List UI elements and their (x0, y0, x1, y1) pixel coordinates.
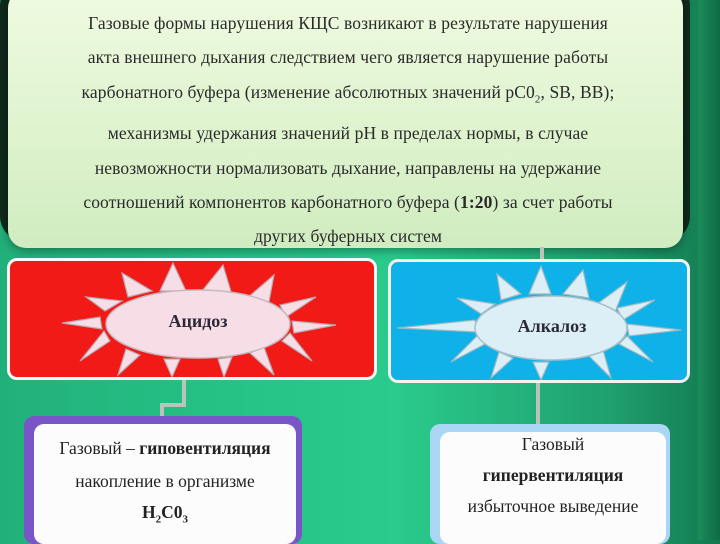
banner-line-4: механизмы удержания значений рН в пределах нормы, в случае (107, 123, 589, 144)
banner-line-6: соотношений компонентов карбонатного буфера (1:20) за счет работы (83, 191, 613, 212)
acidosis-card-line-2: накопление в организме (75, 471, 255, 491)
acidosis-label: Ацидоз (168, 311, 228, 331)
acidosis-card-line-1: Газовый – гиповентиляция (59, 438, 271, 458)
alkalosis-card-line-2: гипервентиляция (482, 465, 624, 485)
alkalosis-connector-vertical (536, 377, 540, 425)
alkalosis-label: Алкалоз (517, 316, 587, 336)
alkalosis-card-line-3: избыточное выведение (467, 496, 639, 516)
banner-line-5: невозможности нормализовать дыхание, направлены на удержание (94, 157, 602, 178)
alkalosis-card-line-1: Газовый (521, 434, 585, 454)
banner-line-1: Газовые формы нарушения КЩС возникают в результате нарушения (88, 13, 608, 33)
alkalosis-card (440, 432, 666, 544)
banner-line-2: акта внешнего дыхания следствием чего является нарушение работы (87, 47, 609, 68)
banner-line-3: карбонатного буфера (изменение абсолютных значений $pC0_2$, SB, BB); (81, 81, 615, 106)
banner-line-7: других буферных систем (253, 226, 443, 247)
acidosis-panel (7, 258, 377, 380)
acidosis-card-formula: $H_2C0_3$ (141, 502, 188, 526)
definition-text (28, 6, 668, 254)
definition-banner (8, 0, 683, 248)
acidosis-card (34, 424, 296, 544)
right-edge-strip (698, 0, 720, 540)
alkalosis-panel (388, 259, 690, 383)
